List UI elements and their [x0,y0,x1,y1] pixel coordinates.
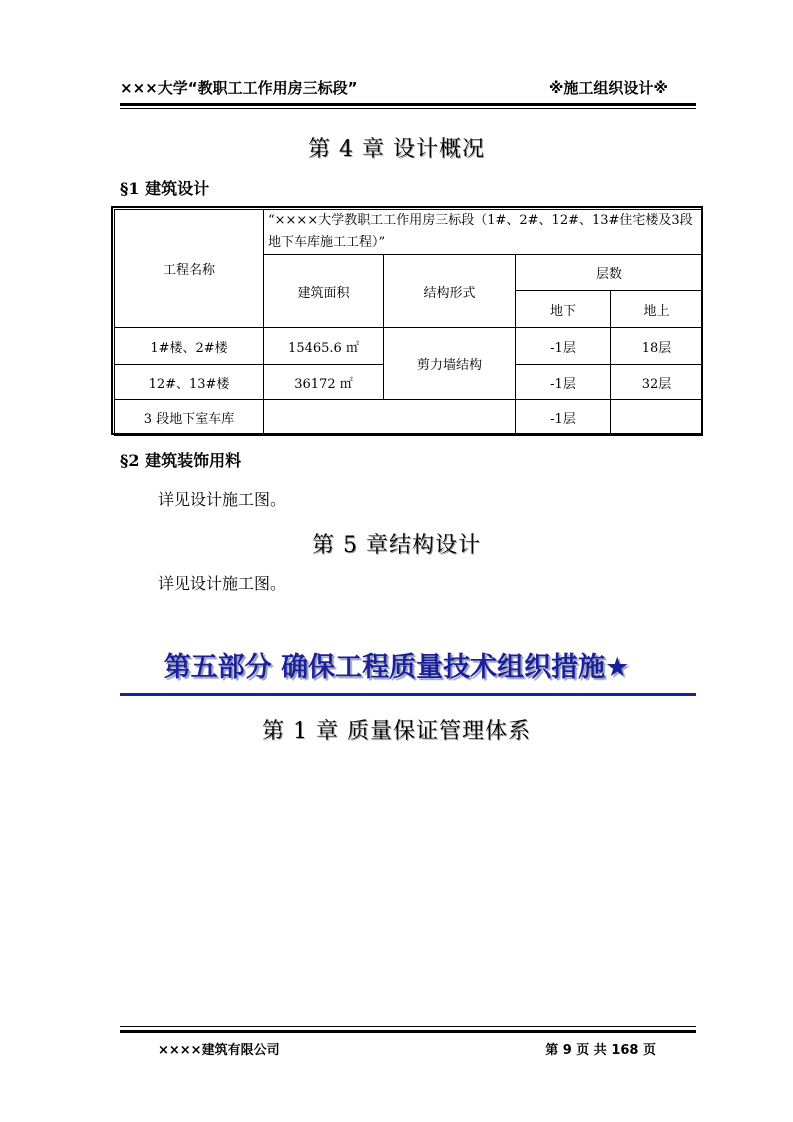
footer-company: ××××建筑有限公司 [158,1043,280,1058]
header-title: ×××大学“教职工工作用房三标段” [120,79,358,97]
col-header-above: 地上 [611,291,703,328]
row-name: 3 段地下室车库 [115,400,264,436]
header-rule-thin [120,108,696,109]
row-area [264,400,516,436]
footer-page-number: 第 9 页 共 168 页 [545,1043,656,1058]
footer-rule-thin [120,1026,696,1027]
row-name: 1#楼、2#楼 [115,328,264,365]
row-area: 36172 ㎡ [264,365,384,400]
building-table [114,209,703,436]
part-5-rule [120,693,696,696]
project-name-value: “××××大学教职工工作用房三标段（1#、2#、12#、13#住宅楼及3段地下车库施工工程）” [264,210,703,255]
page-footer [120,1039,696,1059]
part-5-title: 第五部分 确保工程质量技术组织措施★ [163,652,630,683]
row-above [611,400,703,436]
table-row [115,328,703,365]
row-above: 32层 [611,365,703,400]
header-doc-type: ※施工组织设计※ [548,79,668,97]
row-below: -1层 [516,365,611,400]
col-header-area: 建筑面积 [264,255,384,328]
col-header-below: 地下 [516,291,611,328]
chapter-4-title: 第 4 章 设计概况 [308,137,485,162]
page-header [120,77,696,103]
col-header-floors: 层数 [516,255,703,291]
project-name-label: 工程名称 [115,210,264,328]
footer-rule [120,1030,696,1033]
row-name: 12#、13#楼 [115,365,264,400]
header-rule [120,103,696,106]
chapter-1-title: 第 1 章 质量保证管理体系 [262,719,531,744]
chapter-5-title: 第 5 章结构设计 [312,533,481,558]
row-structure: 剪力墙结构 [384,328,516,400]
chapter-5-text: 详见设计施工图。 [158,574,287,593]
row-below: -1层 [516,328,611,365]
row-area: 15465.6 ㎡ [264,328,384,365]
table-row [115,400,703,436]
row-above: 18层 [611,328,703,365]
section-1-title: §1 建筑设计 [120,179,210,198]
row-below: -1层 [516,400,611,436]
section-2-title: §2 建筑装饰用料 [120,451,242,470]
section-2-text: 详见设计施工图。 [158,490,287,509]
col-header-structure: 结构形式 [384,255,516,328]
